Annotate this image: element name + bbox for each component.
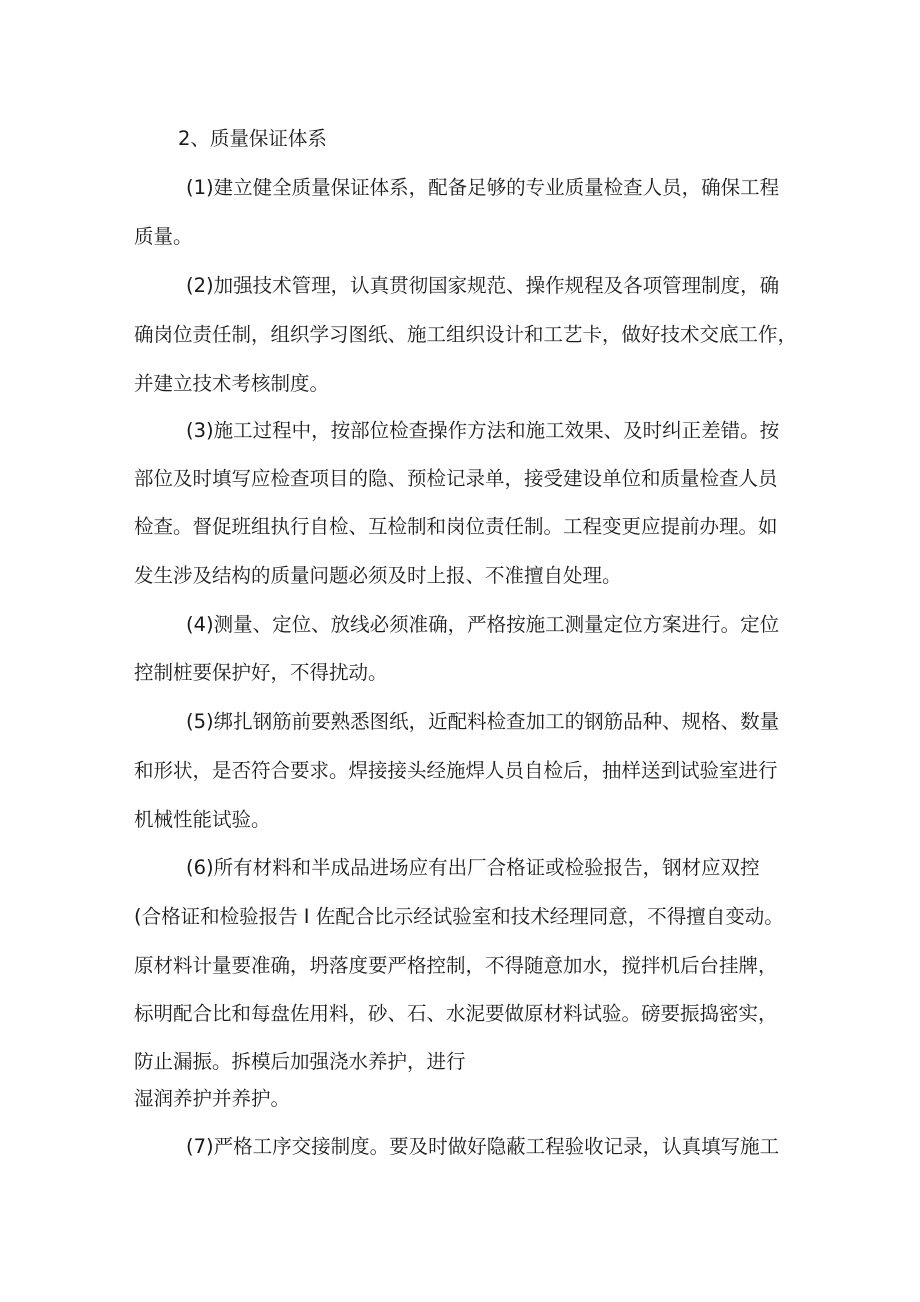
paragraph-6-line-6: 湿润养护并养护。: [134, 1087, 291, 1110]
paragraph-1-line-2: 质量。: [134, 225, 193, 248]
paragraph-5-line-3: 机械性能试验。: [134, 808, 271, 831]
paragraph-2-line-3: 并建立技术考核制度。: [134, 372, 330, 395]
paragraph-6-line-5: 防止漏振。拆模后加强浇水养护，进行: [134, 1050, 466, 1073]
paragraph-6-line-4: 标明配合比和每盘佐用料，砂、石、水泥要做原材料试验。磅要振捣密实，: [134, 1002, 778, 1025]
paragraph-5-line-2: 和形状，是否符合要求。焊接接头经施焊人员自检后，抽样送到试验室进行: [134, 759, 778, 782]
paragraph-3-line-3: 检查。督促班组执行自检、互检制和岗位责任制。工程变更应提前办理。如: [134, 515, 778, 538]
paragraph-6-line-1: (6)所有材料和半成品进场应有出厂合格证或检验报告，钢材应双控: [186, 856, 760, 879]
paragraph-3-line-4: 发生涉及结构的质量问题必须及时上报、不准擅自处理。: [134, 564, 622, 587]
paragraph-2-line-1: (2)加强技术管理，认真贯彻国家规范、操作规程及各项管理制度，确: [186, 274, 780, 297]
paragraph-1-line-1: (1)建立健全质量保证体系，配备足够的专业质量检查人员，确保工程: [186, 176, 780, 199]
paragraph-4-line-2: 控制桩要保护好，不得扰动。: [134, 661, 388, 684]
section-heading: 2、质量保证体系: [178, 127, 327, 150]
paragraph-4-line-1: (4)测量、定位、放线必须准确，严格按施工测量定位方案进行。定位: [186, 613, 780, 636]
paragraph-7-line-1: (7)严格工序交接制度。要及时做好隐蔽工程验收记录，认真填写施工: [186, 1135, 780, 1158]
paragraph-6-line-2: (合格证和检验报告 I 佐配合比示经试验室和技术经理同意，不得擅自变动。: [134, 905, 784, 928]
paragraph-2-line-2: 确岗位责任制，组织学习图纸、施工组织设计和工艺卡，做好技术交底工作，: [134, 323, 798, 346]
paragraph-3-line-1: (3)施工过程中，按部位检查操作方法和施工效果、及时纠正差错。按: [186, 419, 780, 442]
paragraph-3-line-2: 部位及时填写应检查项目的隐、预检记录单，接受建设单位和质量检查人员: [134, 467, 778, 490]
paragraph-6-line-3: 原材料计量要准确，坍落度要严格控制，不得随意加水，搅拌机后台挂牌，: [134, 954, 778, 977]
paragraph-5-line-1: (5)绑扎钢筋前要熟悉图纸，近配料检查加工的钢筋品种、规格、数量: [186, 710, 780, 733]
